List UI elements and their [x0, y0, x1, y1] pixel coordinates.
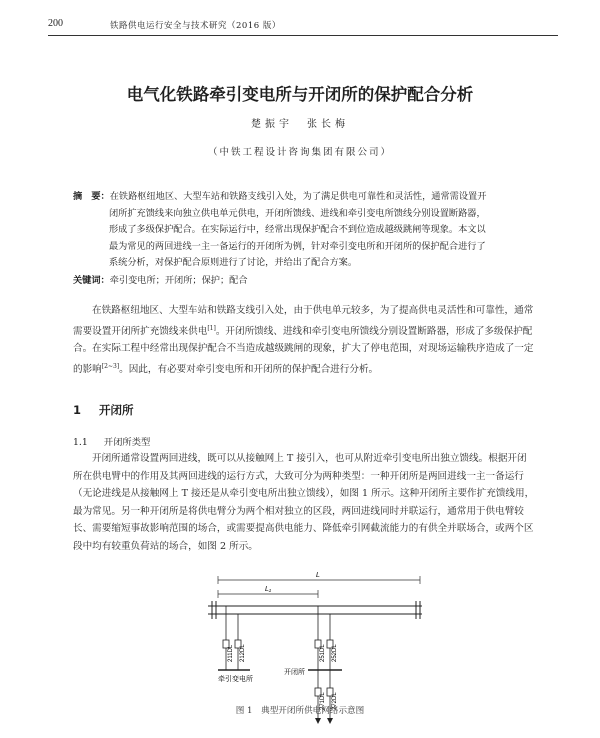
keywords — [73, 272, 535, 286]
abstract-line: 形成了多级保护配合。在实际运行中，经常出现保护配合不到位造成越级跳闸等现象。本文以 — [109, 224, 486, 236]
abstract — [73, 189, 535, 272]
intro-paragraph — [73, 302, 535, 379]
substation-label: 牵引变电所 — [218, 676, 253, 683]
page-number: 200 — [48, 18, 63, 29]
authors: 楚振宇 张长梅 — [251, 119, 349, 130]
header-rule — [48, 35, 558, 36]
keywords-text: 牵引变电所；开闭所；保护；配合 — [109, 275, 248, 286]
dimension-label-L: L — [316, 572, 320, 579]
intro-text-1: 在铁路枢纽地区、大型车站和铁路支线引入处，由于供电单元较多，为了提高供电灵活性和可靠性，通常需要设置开闭所扩充馈线来供电 — [73, 305, 534, 337]
keywords-label: 关键词： — [73, 275, 110, 286]
switching-station-label: 开闭所 — [284, 669, 305, 676]
feeder-arrow-icon — [315, 718, 321, 724]
paper-title: 电气化铁路牵引变电所与开闭所的保护配合分析 — [126, 85, 474, 104]
abstract-line: 闭所扩充馈线来向独立供电单元供电，开闭所馈线、进线和牵引变电所馈线分别设置断路器， — [109, 207, 486, 219]
page-header — [48, 18, 558, 40]
abstract-label: 摘 要： — [73, 191, 110, 202]
feeder-arrow-icon — [327, 718, 333, 724]
figure-caption: 图 1 典型开闭所供电网络示意图 — [235, 706, 365, 716]
journal-title: 铁路供电运行安全与技术研究（2016 版） — [110, 21, 281, 31]
section-heading — [73, 402, 152, 418]
breaker-label: 272DL — [332, 692, 338, 710]
abstract-line: 系统分析，对保护配合原则进行了讨论，并给出了配合方案。 — [109, 257, 358, 269]
subsection-heading — [73, 434, 166, 448]
intro-text-2: 。开闭所馈线、进线和牵引变电所馈线分别设置断路器，形成了多级保护配合。在实际工程中经常出现保护配合不当造成越级跳闸的现象，扩大了停电范围，对现场运输秩序造成了一定的影响 — [73, 325, 534, 376]
breaker-label: 251DL — [320, 644, 326, 662]
section-title: 开闭所 — [99, 403, 134, 417]
abstract-line: 最为常见的两回进线一主一备运行的开闭所为例，针对牵引变电所和开闭所的保护配合进行了 — [109, 240, 486, 252]
subsection-number: 1.1 — [73, 437, 88, 448]
section-text: 开闭所通常设置两回进线，既可以从接触网上 T 接引入，也可从附近牵引变电所出独立馈线。根据开闭所在供电臂中的作用及其两回进线的运行方式，大致可分为两种类型：一种开闭所是两回进线一主一备运行（无论进线是从接触网上 T 接还是从牵引变电所出独立馈线），如图 1 所示。这种开闭所主要作扩充馈线用，最为常见。另一种开闭所是将供电臂分为两个相对独立的区段，两回进线同时并联运行，通常用于供电臂较长、需要缩短事故影响范围的场合，或需要提高供电能力、降低牵引网截流能力的有供全并联场合，或两个区段中均有较重负荷站的场合，如图 2 所示。 — [73, 453, 535, 552]
section-paragraph — [73, 450, 535, 556]
breaker-label: 211DL — [228, 644, 234, 662]
citation: [1] — [207, 324, 216, 332]
breaker-label: 271DL — [320, 692, 326, 710]
subsection-title: 开闭所类型 — [103, 437, 151, 448]
intro-text-3: 。因此，有必要对牵引变电所和开闭所的保护配合进行分析。 — [119, 364, 379, 376]
citation: [2~3] — [101, 362, 120, 370]
section-number: 1 — [73, 403, 82, 417]
affiliation: （中铁工程设计咨询集团有限公司） — [207, 147, 392, 158]
breaker-label: 252DL — [332, 644, 338, 662]
abstract-line: 在铁路枢纽地区、大型车站和铁路支线引入处，为了满足供电可靠性和灵活性，通常需设置开 — [109, 191, 487, 202]
dimension-label-L1: L₁ — [264, 586, 272, 593]
breaker-label: 212DL — [240, 644, 246, 662]
